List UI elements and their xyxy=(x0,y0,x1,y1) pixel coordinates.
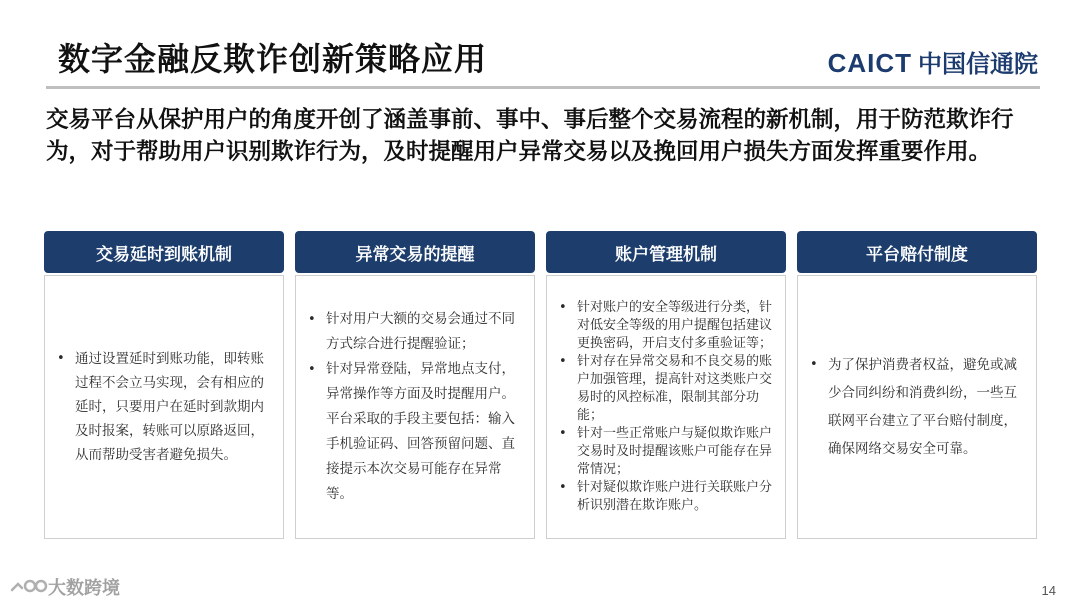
list-item: • 为了保护消费者权益，避免或减少合同纠纷和消费纠纷，一些互联网平台建立了平台赔付制度，确保网络交易安全可靠。 xyxy=(798,351,1036,463)
brand-logo-icon xyxy=(8,576,48,598)
footer-brand xyxy=(8,574,120,600)
card-header-abnormal-alert: 异常交易的提醒 xyxy=(295,231,535,273)
page-title: 数字金融反欺诈创新策略应用 xyxy=(58,40,488,78)
list-item: • 通过设置延时到账功能，即转账过程不会立马实现，会有相应的延时，只要用户在延时到款期内及时报案，转账可以原路返回，从而帮助受害者避免损失。 xyxy=(45,347,283,467)
card-body-abnormal-alert xyxy=(295,275,535,539)
list-item: • 针对存在异常交易和不良交易的账户加强管理，提高针对这类账户交易时的风控标准，限制其部分功能； xyxy=(547,353,785,425)
card-body-delayed-transfer xyxy=(44,275,284,539)
card-list xyxy=(547,299,785,515)
title-divider xyxy=(46,86,1040,89)
card-list xyxy=(296,307,534,507)
page-number: 14 xyxy=(1041,583,1056,598)
intro-paragraph: 交易平台从保护用户的角度开创了涵盖事前、事中、事后整个交易流程的新机制，用于防范欺诈行为，对于帮助用户识别欺诈行为，及时提醒用户异常交易以及挽回用户损失方面发挥重要作用。 xyxy=(46,107,1014,165)
footer-brand-text: 大数跨境 xyxy=(48,578,120,599)
caict-logo xyxy=(828,44,1038,79)
card-header-delayed-transfer: 交易延时到账机制 xyxy=(44,231,284,273)
card-body-account-management xyxy=(546,275,786,539)
list-item: • 针对账户的安全等级进行分类，针对低安全等级的用户提醒包括建议更换密码，开启支付多重验证等； xyxy=(547,299,785,353)
logo-cn: 中国信通院 xyxy=(918,50,1038,78)
list-item: • 针对疑似欺诈账户进行关联账户分析识别潜在欺诈账户。 xyxy=(547,479,785,515)
card-header-account-management: 账户管理机制 xyxy=(546,231,786,273)
card-list xyxy=(45,347,283,467)
list-item: • 针对用户大额的交易会通过不同方式综合进行提醒验证； xyxy=(296,307,534,357)
card-list xyxy=(798,351,1036,463)
card-header-compensation: 平台赔付制度 xyxy=(797,231,1037,273)
list-item: • 针对异常登陆，异常地点支付，异常操作等方面及时提醒用户。平台采取的手段主要包括：输入手机验证码、回答预留问题、直接提示本次交易可能存在异常等。 xyxy=(296,357,534,507)
logo-en: CAICT xyxy=(827,48,912,78)
card-body-compensation xyxy=(797,275,1037,539)
list-item: • 针对一些正常账户与疑似欺诈账户交易时及时提醒该账户可能存在异常情况； xyxy=(547,425,785,479)
